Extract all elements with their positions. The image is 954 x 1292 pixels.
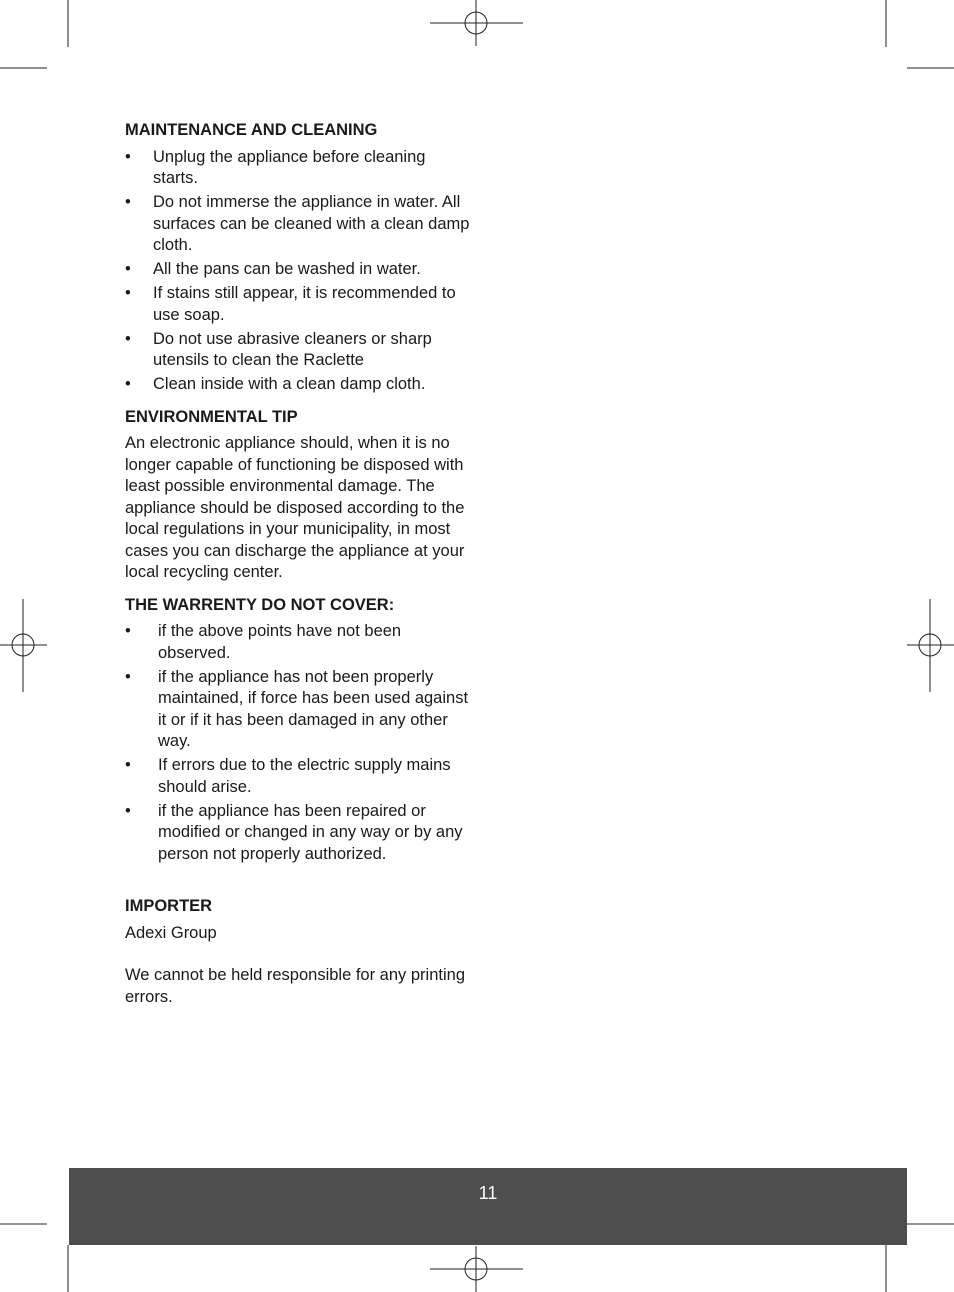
list-item [125,329,470,372]
bullet: • [125,147,131,166]
warranty-list [125,621,470,865]
list-item-text: All the pans can be washed in water. [153,260,421,278]
bullet: • [125,756,131,774]
page-number: 11 [478,1183,498,1203]
list-item-text: Clean inside with a clean damp cloth. [153,375,426,393]
bullet: • [125,193,131,211]
bullet: • [125,329,131,348]
warranty-heading: THE WARRENTY DO NOT COVER: [125,595,395,614]
environmental-text: An electronic appliance should, when it is no longer capable of functioning be disposed with least possible environmental damage. The appliance should be disposed according to the local regulations in your municipality, in most cases you can discharge the appliance at your local recycling center. [125,434,465,581]
environmental-section [125,407,470,584]
list-item [125,621,470,664]
list-item-text: Unplug the appliance before cleaning starts. [153,147,426,187]
list-item [125,192,470,257]
maintenance-section [125,120,470,396]
disclaimer-text: We cannot be held responsible for any printing errors. [125,966,465,1006]
importer-heading: IMPORTER [125,897,213,915]
bullet: • [125,667,131,686]
bullet: • [125,260,131,278]
list-item [125,374,470,396]
bullet: • [125,622,131,640]
bullet: • [125,284,131,302]
list-item-text: if the appliance has not been properly maintained, if force has been used against it or if it has been damaged in any other way. [158,667,469,750]
content-column [125,120,470,1008]
bullet: • [125,375,131,393]
warranty-section [125,595,470,866]
bullet: • [125,801,131,820]
list-item [125,259,470,281]
list-item [125,801,470,866]
list-item [125,147,470,190]
list-item-text: if the appliance has been repaired or modified or changed in any way or by any person not properly authorized. [158,801,463,863]
list-item-text: Do not immerse the appliance in water. All surfaces can be cleaned with a clean damp cloth. [153,193,470,254]
importer-name: Adexi Group [125,923,217,942]
list-item-text: If stains still appear, it is recommended to use soap. [153,284,456,324]
page-footer-bar [69,1168,907,1245]
list-item [125,755,470,798]
list-item-text: Do not use abrasive cleaners or sharp utensils to clean the Raclette [153,329,432,369]
list-item [125,667,470,753]
importer-section [125,896,470,1008]
list-item [125,283,470,326]
list-item-text: If errors due to the electric supply mains should arise. [158,756,451,796]
maintenance-heading: MAINTENANCE AND CLEANING [125,121,378,139]
maintenance-list [125,147,470,396]
environmental-heading: ENVIRONMENTAL TIP [125,407,298,426]
list-item-text: if the above points have not been observed. [158,622,402,662]
